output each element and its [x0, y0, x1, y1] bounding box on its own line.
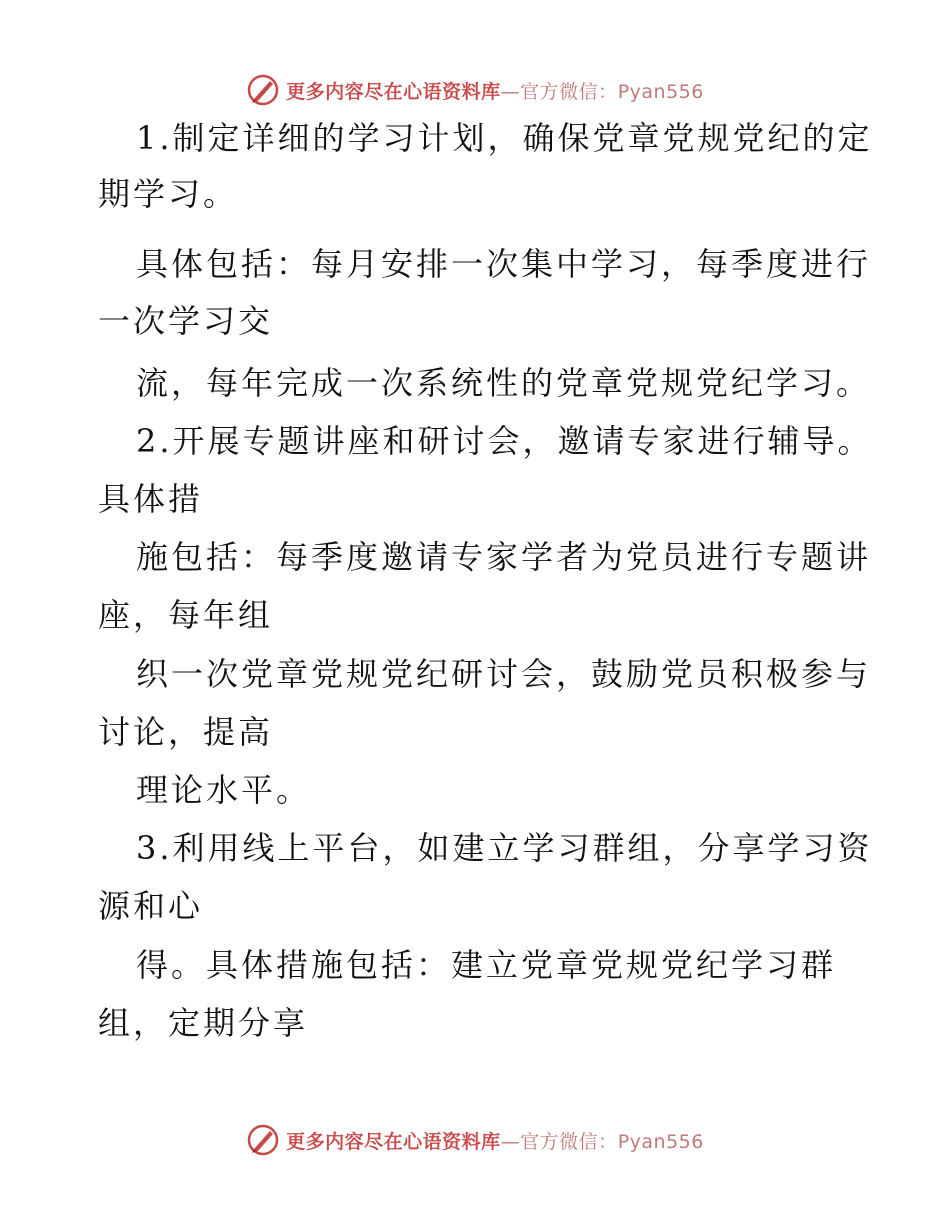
footer-watermark: [0, 1120, 950, 1160]
paragraph-line: 具体包括：每月安排一次集中学习，每季度进行: [136, 245, 872, 283]
paragraph-line: 具体措: [98, 480, 204, 518]
paragraph-line: 流，每年完成一次系统性的党章党规党纪学习。: [136, 364, 872, 402]
paragraph-line: 织一次党章党规党纪研讨会，鼓励党员积极参与: [136, 655, 872, 693]
quill-pen-logo-icon: [246, 73, 280, 107]
paragraph-line: 施包括：每季度邀请专家学者为党员进行专题讲: [136, 538, 872, 576]
header-watermark: [0, 70, 950, 110]
paragraph-line: 3.利用线上平台，如建立学习群组，分享学习资: [136, 829, 873, 867]
watermark-text: 更多内容尽在心语资料库—官方微信：Pyan556: [286, 80, 704, 103]
paragraph-line: 座，每年组: [98, 596, 274, 634]
paragraph-line: 期学习。: [98, 175, 239, 213]
paragraph-line: 源和心: [98, 887, 204, 925]
paragraph-line: 1.制定详细的学习计划，确保党章党规党纪的定: [136, 119, 873, 157]
paragraph-line: 组，定期分享: [98, 1004, 309, 1042]
paragraph-line: 2.开展专题讲座和研讨会，邀请专家进行辅导。: [136, 422, 873, 460]
paragraph-line: 一次学习交: [98, 302, 274, 340]
watermark-text: 更多内容尽在心语资料库—官方微信：Pyan556: [286, 1130, 704, 1153]
paragraph-line: 讨论，提高: [98, 713, 274, 751]
quill-pen-logo-icon: [246, 1123, 280, 1157]
paragraph-line: 得。具体措施包括：建立党章党规党纪学习群: [136, 946, 837, 984]
paragraph-line: 理论水平。: [136, 771, 312, 809]
